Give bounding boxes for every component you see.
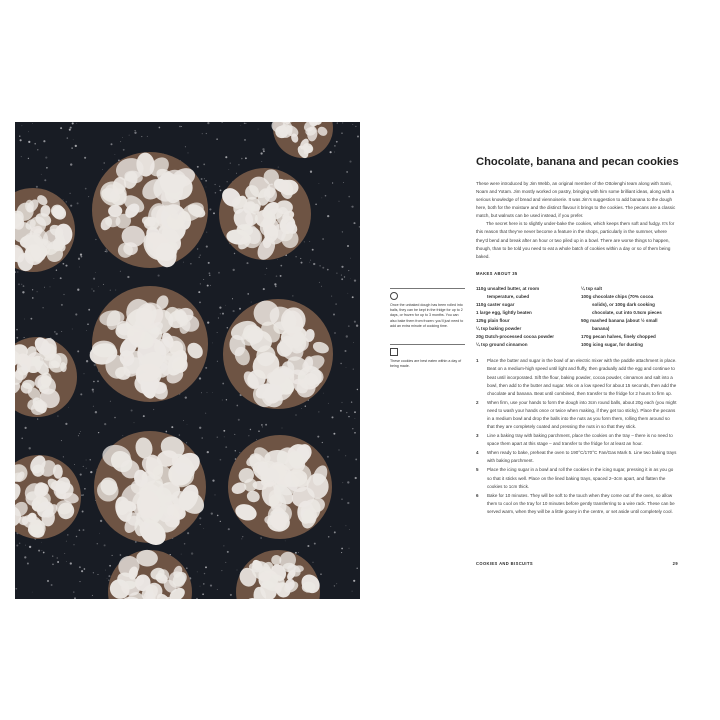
cookie bbox=[106, 550, 192, 599]
ingredient: 170g pecan halves, finely chopped bbox=[581, 334, 656, 340]
method-steps bbox=[476, 357, 678, 515]
ingredient: ¼ tsp baking powder bbox=[476, 326, 522, 332]
container-icon bbox=[390, 348, 398, 356]
cookie bbox=[228, 435, 332, 539]
cookie bbox=[93, 431, 209, 550]
ingredient: 110g caster sugar bbox=[476, 301, 515, 307]
recipe-title: Chocolate, banana and pecan cookies bbox=[476, 156, 679, 168]
cookies-photo bbox=[15, 122, 360, 599]
cookie bbox=[270, 122, 333, 160]
cookie bbox=[15, 188, 75, 272]
ingredient: 50g mashed banana (about ½ small banana) bbox=[581, 318, 658, 332]
note-rule bbox=[390, 288, 465, 289]
best-eaten-note-text: These cookies are best eaten within a day of being made. bbox=[390, 359, 462, 369]
best-eaten-note bbox=[390, 344, 465, 369]
ingredient: 110g unsalted butter, at room temperature, cubed bbox=[476, 285, 540, 299]
cookie bbox=[15, 453, 81, 541]
cookie bbox=[92, 152, 208, 270]
storage-note-text: Once the unbaked dough has been rolled into balls, they can be kept in the fridge for up to 2 days, or frozen for up to 3 months. You can also bake them from frozen: you'll just need to add an extra minute of cooking time. bbox=[390, 303, 464, 328]
intro-paragraph: These were introduced by Jim Webb, an original member of the Ottolenghi team along with Sami, Noam and Yotam. Jim mostly worked on pastry, bringing with him some brilliant ideas, along with a serious knowledge of bread and viennoiserie. It was Jim's suggestion to add banana to the dough here, both for the moisture and the distinct flavour it brings to the cookies. The pecans are a classic match, but walnuts can be used instead, if you prefer. bbox=[476, 181, 676, 219]
method-step: 6 Bake for 10 minutes. They will be soft to the touch when they come out of the oven, so allow them to cool on the tray for 10 minutes before gently transferring to a wire rack. These can be served warm, when they will be a little gooey in the centre, or set aside until completely cool. bbox=[476, 492, 675, 514]
yield-label: MAKES ABOUT 35 bbox=[476, 270, 518, 276]
method-step: 4 When ready to bake, preheat the oven to 190°C/170°C Fan/Gas Mark 5. Line two baking trays with baking parchment. bbox=[476, 450, 677, 464]
method-step: 2 When firm, use your hands to form the dough into 3cm round balls, about 20g each (you might need to wash your hands once or twice when making, if they get too sticky). Place the pecans in a medium bowl and drop the balls into the nuts as you form them, rolling them around so that they are completely coated and pressing the nuts in so that they stick. bbox=[476, 399, 677, 430]
ingredients-right bbox=[581, 285, 678, 350]
ingredients-left bbox=[476, 285, 573, 350]
method-step: 1 Place the butter and sugar in the bowl of an electric mixer with the paddle attachment in place. Beat on a medium-high speed until light and fluffy, then gradually add the egg and continue to beat until incorporated. Sift the flour, baking powder, cocoa powder, cinnamon and salt into a bowl, then add to the butter and sugar. Mix on a low speed for about 15 seconds, then add the chocolate and banana. Beat until combined, then transfer to the fridge for 2 hours to firm up. bbox=[476, 358, 677, 396]
intro-paragraph: The secret here is to slightly under-bake the cookies, which keeps them soft and fudgy. It's for this reason that they've never become a feature in the shops, particularly in the summer, where they'd bend and break after an hour or two piled up in a bowl. There are worse things to happen, though, than to be told you need to eat a whole batch of cookies within a day or so of them being baked. bbox=[476, 221, 675, 259]
ingredient: 100g icing sugar, for dusting bbox=[581, 342, 643, 348]
ingredient: ¼ tsp salt bbox=[581, 285, 602, 291]
recipe-intro bbox=[476, 180, 678, 261]
ingredient: 125g plain flour bbox=[476, 318, 510, 324]
clock-icon bbox=[390, 292, 398, 300]
cookie bbox=[223, 298, 333, 411]
cookie bbox=[15, 334, 77, 417]
cookie bbox=[236, 549, 324, 599]
ingredient: ¼ tsp ground cinnamon bbox=[476, 342, 528, 348]
cookie bbox=[87, 286, 208, 403]
page-footer bbox=[476, 561, 678, 566]
storage-note bbox=[390, 288, 465, 329]
method-step: 5 Place the icing sugar in a bowl and roll the cookies in the icing sugar, pressing it in as you go so that it sticks well. Place on the lined baking trays, spaced 2–3cm apart, and flatten the cookies to 1cm thick. bbox=[476, 467, 674, 489]
note-rule bbox=[390, 344, 465, 345]
method-step: 3 Line a baking tray with baking parchment, place the cookies on the tray – there is no need to space them apart at this stage – and transfer to the fridge for at least an hour. bbox=[476, 433, 673, 447]
ingredient: 1 large egg, lightly beaten bbox=[476, 310, 532, 316]
page-number: 29 bbox=[672, 561, 678, 566]
cookie bbox=[218, 166, 311, 262]
recipe bbox=[476, 156, 678, 517]
section-name: COOKIES AND BISCUITS bbox=[476, 561, 533, 566]
ingredient: 20g Dutch-processed cocoa powder bbox=[476, 334, 555, 340]
ingredients bbox=[476, 285, 678, 350]
ingredient: 100g chocolate chips (70% cocoa solids), or 100g dark cooking chocolate, cut into 0.5cm pieces bbox=[581, 293, 662, 316]
cookies-photo-art bbox=[15, 122, 360, 599]
